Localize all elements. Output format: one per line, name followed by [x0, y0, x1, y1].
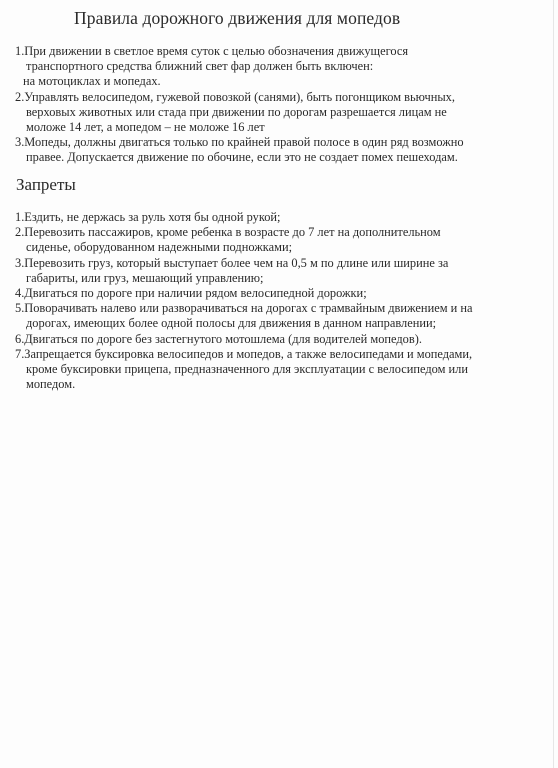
ban-item-1 [15, 210, 473, 225]
ban-6-line-1: 6.Двигаться по дороге без застегнутого мотошлема (для водителей мопедов). [15, 331, 422, 346]
ban-1-line-1: 1.Ездить, не держась за руль хотя бы одной рукой; [15, 210, 281, 224]
ban-7-line-3: мопедом. [26, 377, 76, 392]
rules-list [15, 44, 464, 166]
rule-1-line-2: транспортного средства ближний свет фар должен быть включен: [26, 59, 374, 74]
document-title: Правила дорожного движения для мопедов [74, 8, 401, 28]
rule-3-line-1: 3.Мопеды, должны двигаться только по крайней правой полосе в один ряд возможно [15, 135, 464, 150]
rule-3-line-2: правее. Допускается движение по обочине, если это не создает помех пешеходам. [26, 150, 458, 165]
ban-5-line-2: дорогах, имеющих более одной полосы для движения в данном направлении; [26, 316, 437, 331]
rule-item-2 [15, 90, 464, 136]
ban-item-3 [15, 256, 473, 286]
ban-7-line-1: 7.Запрещается буксировка велосипедов и мопедов, а также велосипедами и мопедами, [15, 346, 473, 361]
ban-item-2 [15, 225, 473, 255]
ban-2-line-2: сиденье, оборудованном надежными подножками; [26, 240, 293, 255]
ban-item-5 [15, 301, 473, 331]
ban-7-line-2: кроме буксировки прицепа, предназначенного для эксплуатации с велосипедом или [26, 362, 468, 377]
rule-2-line-2: верховых животных или стада при движении по дорогам разрешается лицам не [26, 104, 447, 119]
rule-2-line-1: 2.Управлять велосипедом, гужевой повозкой (санями), быть погонщиком вьючных, [15, 89, 455, 104]
ban-3-line-1: 3.Перевозить груз, который выступает более чем на 0,5 м по длине или ширине за [15, 255, 449, 270]
ban-4-line-1: 4.Двигаться по дороге при наличии рядом велосипедной дорожки; [15, 286, 367, 301]
rule-2-line-3: моложе 14 лет, а мопедом – не моложе 16 лет [26, 120, 265, 135]
rule-item-3 [15, 135, 464, 165]
bans-heading: Запреты [16, 175, 76, 194]
ban-item-7 [15, 347, 473, 393]
ban-item-6 [15, 332, 473, 347]
ban-2-line-1: 2.Перевозить пассажиров, кроме ребенка в возрасте до 7 лет на дополнительном [15, 225, 441, 240]
rule-1-line-3: на мотоциклах и мопедах. [23, 74, 161, 89]
page-edge-shadow [553, 0, 554, 768]
ban-item-4 [15, 286, 473, 301]
bans-list [15, 210, 473, 392]
ban-3-line-2: габариты, или груз, мешающий управлению; [26, 270, 264, 285]
ban-5-line-1: 5.Поворачивать налево или разворачиваться на дорогах с трамвайным движением и на [15, 301, 473, 316]
rule-item-1 [15, 44, 464, 90]
rule-1-line-1: 1.При движении в светлое время суток с целью обозначения движущегося [15, 44, 409, 58]
